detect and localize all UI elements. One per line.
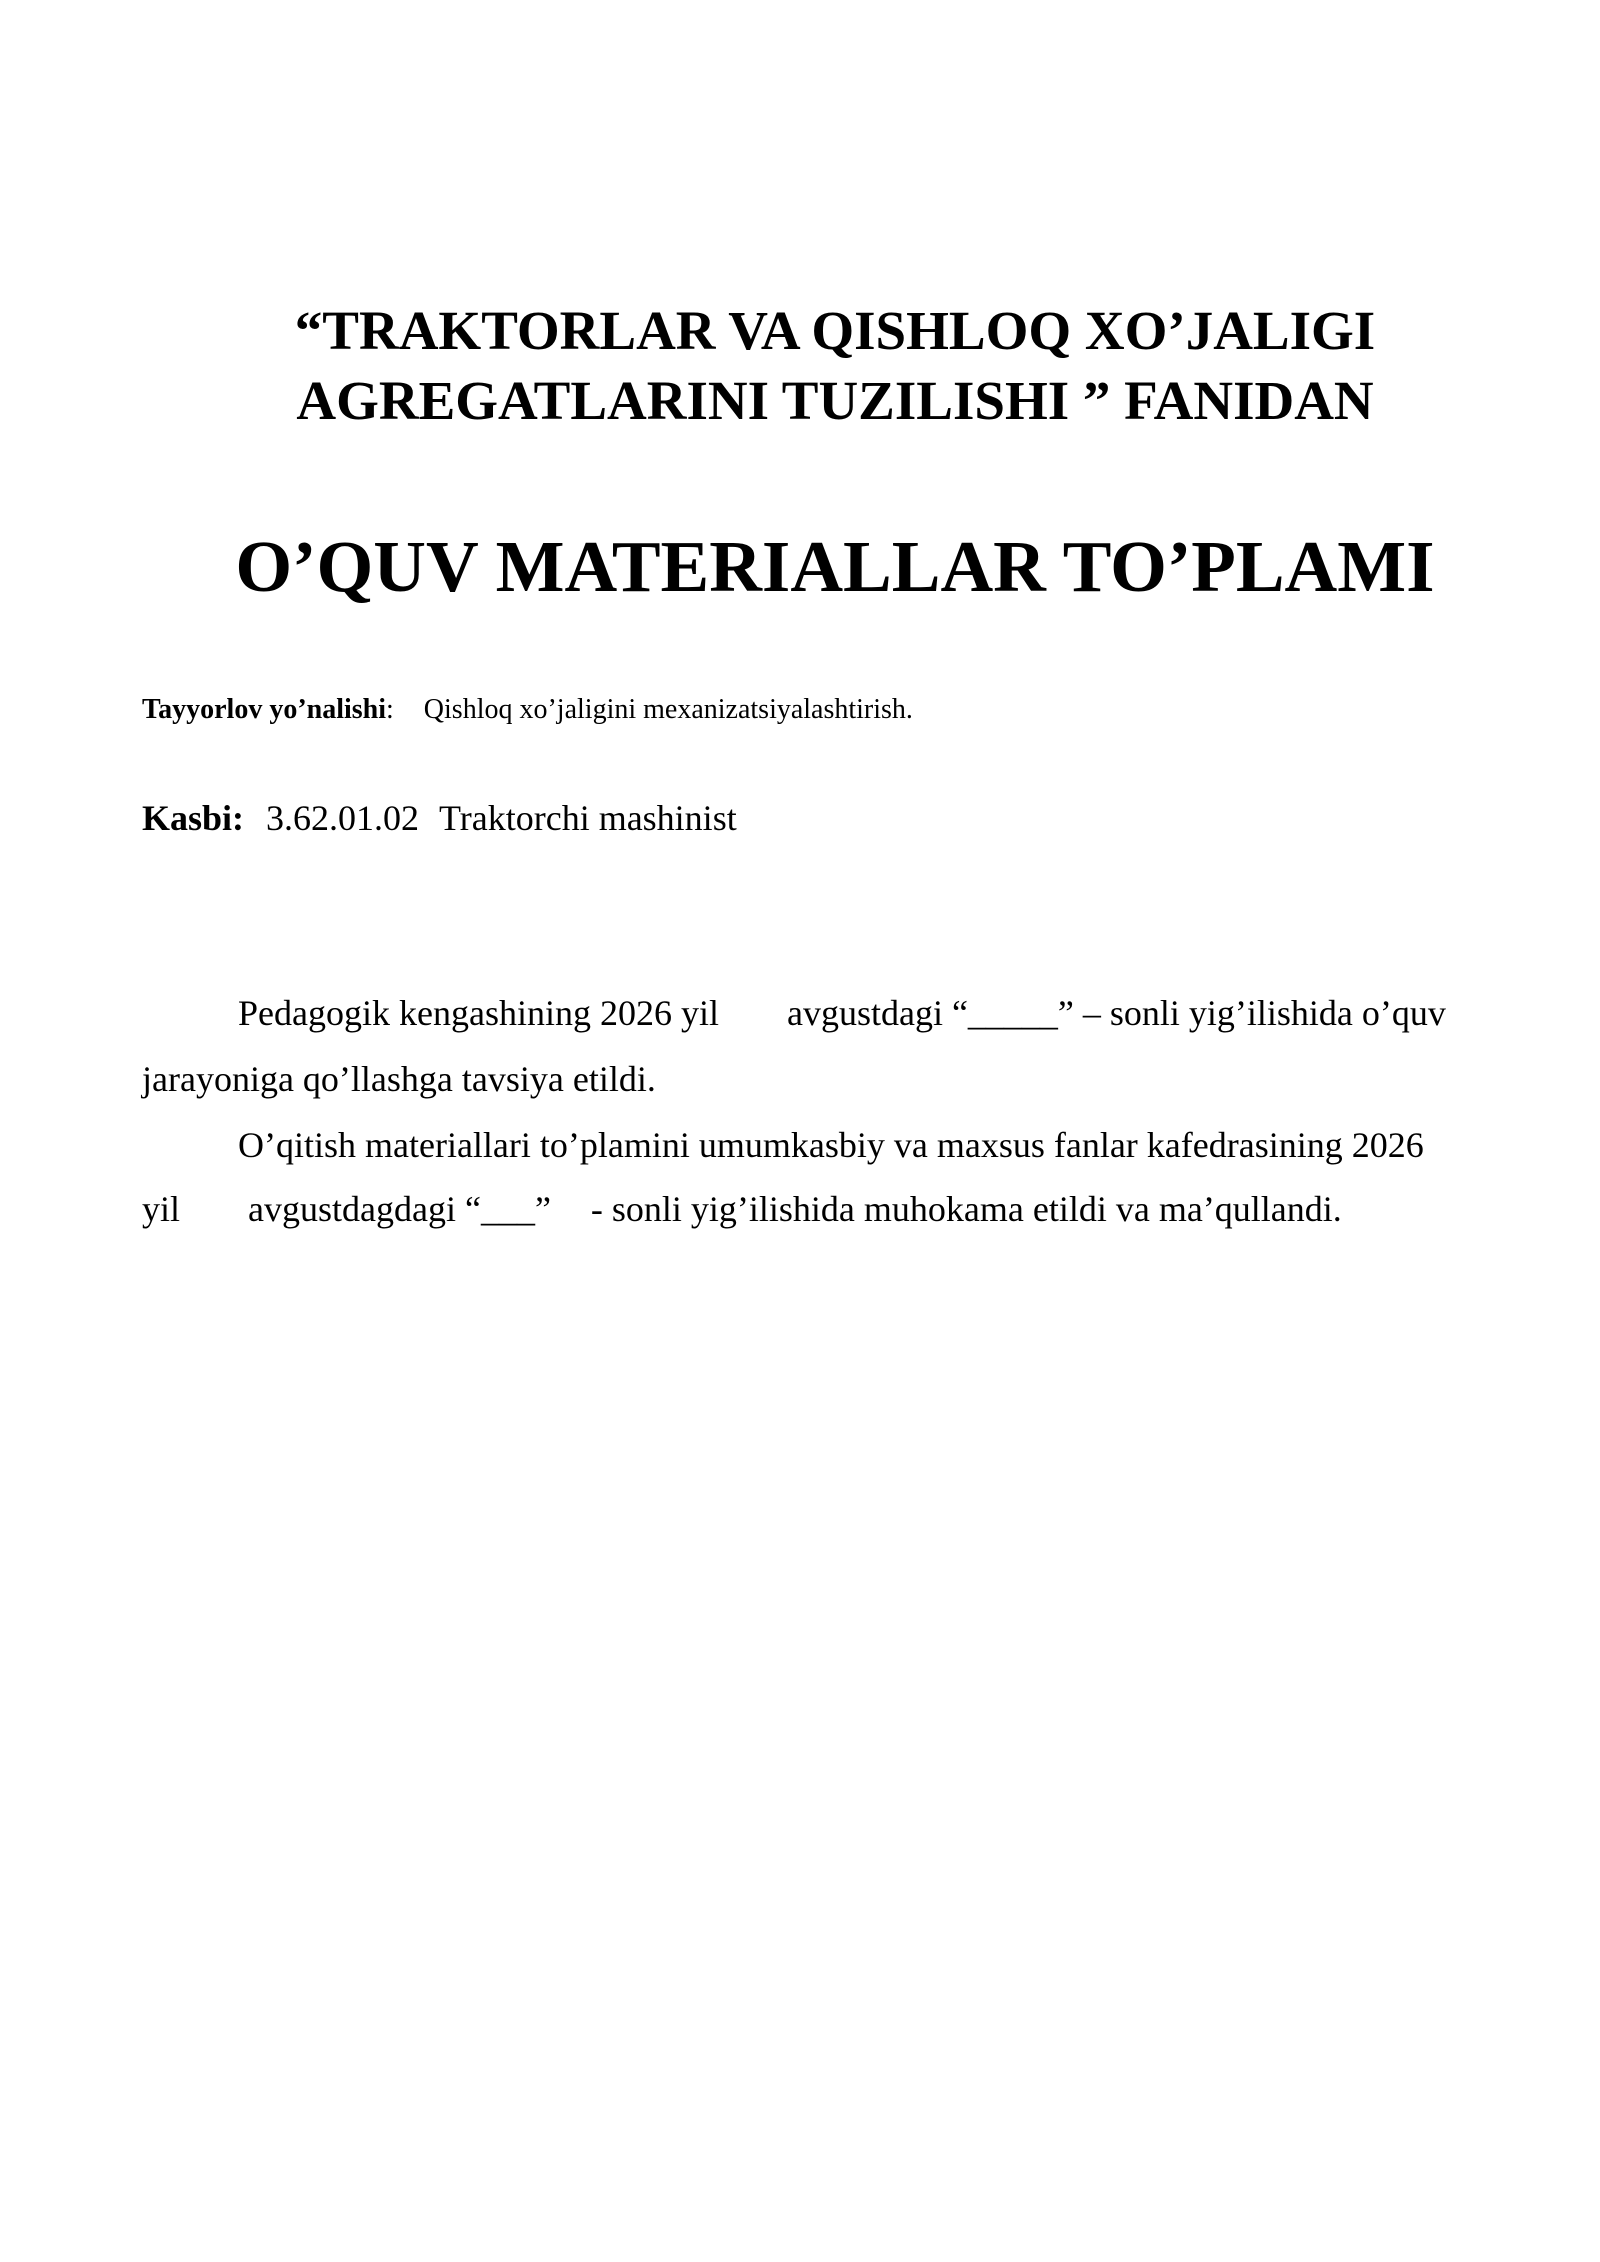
profession-name: Traktorchi mashinist (439, 798, 737, 838)
subject-title (142, 296, 1528, 436)
department-approval-part-1: yil (142, 1189, 181, 1229)
profession-label: Kasbi: (142, 798, 245, 838)
training-direction-colon: : (386, 694, 394, 725)
department-approval-part-3: - sonli yig’ilishida muhokama etildi va ma’qullandi. (590, 1189, 1342, 1229)
council-recommendation-part-2: avgustdagi “_____” – sonli yig’ilishida o’quv (786, 993, 1446, 1033)
profession-code: 3.62.01.02 (266, 798, 420, 838)
training-direction-value: Qishloq xo’jaligini mexanizatsiyalashtirish. (423, 694, 913, 725)
department-approval-line-1 (142, 1122, 1528, 1168)
department-approval-line-2 (142, 1186, 1528, 1232)
training-direction (142, 692, 913, 728)
council-recommendation-part-1: Pedagogik kengashining 2026 yil (238, 993, 719, 1033)
subject-title-line-2: AGREGATLARINI TUZILISHI ” FANIDAN (296, 370, 1374, 431)
subject-title-line-1: “TRAKTORLAR VA QISHLOQ XO’JALIGI (294, 300, 1376, 361)
profession (142, 795, 737, 841)
department-approval-text-1: O’qitish materiallari to’plamini umumkasbiy va maxsus fanlar kafedrasining 2026 (238, 1125, 1424, 1165)
main-title: O’QUV MATERIALLAR TO’PLAMI (235, 526, 1435, 607)
council-recommendation-line-1 (142, 990, 1528, 1036)
training-direction-label: Tayyorlov yo’nalishi (142, 694, 387, 725)
department-approval-part-2: avgustdagdagi “___” (248, 1189, 551, 1229)
council-recommendation-line-2: jarayoniga qo’llashga tavsiya etildi. (142, 1059, 656, 1099)
